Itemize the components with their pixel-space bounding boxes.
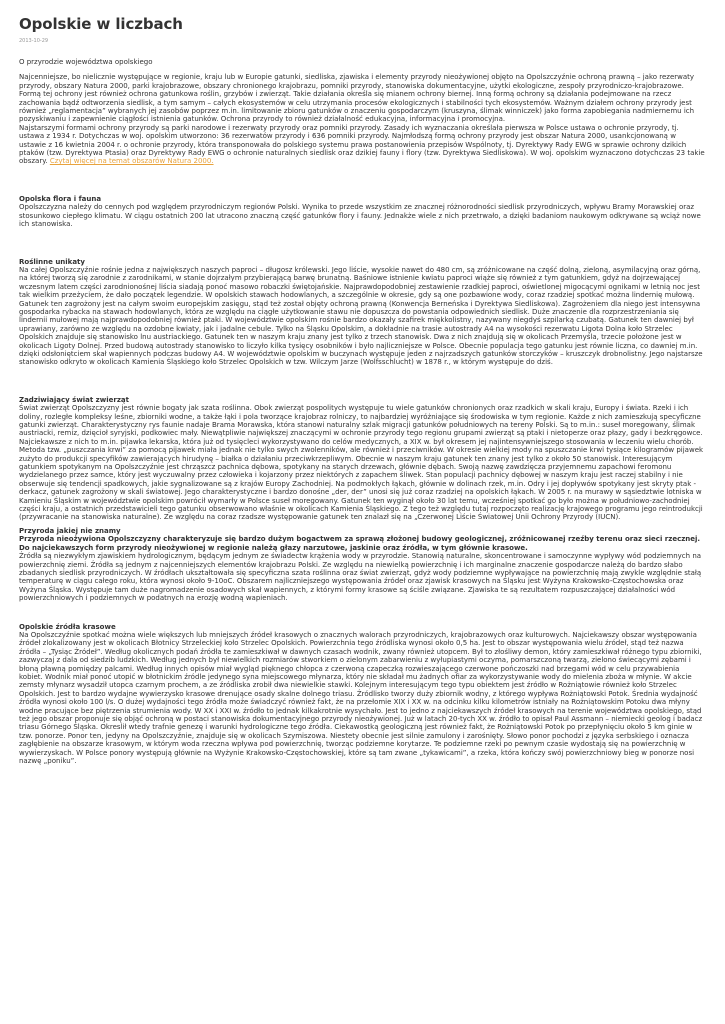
natura-2000-link[interactable]: Czytaj więcej na temat obszarów Natura 2000. bbox=[49, 157, 214, 166]
intro-text bbox=[19, 73, 705, 165]
section-plants-text: Na całej Opolszczyźnie rośnie jedna z największych naszych paproci – długosz królewski. Jego liście, wysokie nawet do 480 cm, są zróżnicowane na część dolną, zieloną, asymilacyjną oraz górną, na której tworzą się zarodnie z zarodnikami, w stanie dojrzałym przybierającą barwę brunatną. Baśniowe istnienie kwiatu paproci wiąże się również z tym gatunkiem, gdyż na dojrzewającej wczesnym latem części zarodnionośnej liścia siadają ponoć masowo robaczki świętojańskie. Najprawdopodobniej zestawienie rzadkiej paproci, oświetlonej migocącymi ognikami w letnią noc jest tak wielkim przeżyciem, że dało początek legendzie. W opolskich stawach hodowlanych, a szczególnie w okresie, gdy są one pozbawione wody, coraz rzadziej spotkać można lindernię mułową. Gatunek ten zagrożony jest na całym swoim europejskim zasięgu, stąd też został objęty ochroną prawną (Konwencja Berneńska i Dyrektywa Siedliskowa). Zagrożeniem dla niego jest intensywna gospodarka rybacka na stawach hodowlanych, która ze względu na ciągłe użytkowanie stawu nie dopuszcza do powstania odpowiednich siedlisk. Duże znaczenie dla rozprzestrzeniania się lindernii mułowej mają najprawdopodobniej również ptaki. W województwie opolskim rośnie bardzo okazały szafirek miękkolistny, nazywany niegdyś szpilarką czubatą. Gatunek ten dawniej był uprawiany, zarówno ze względu na ozdobne kwiaty, jak i jadalne cebule. Tylko na Śląsku Opolskim, a dokładnie na trasie autostrady A4 na wysokości rezerwatu Ligota Dolna koło Strzelec Opolskich znajduje się stanowisko lnu austriackiego. Gatunek ten w naszym kraju znany jest tylko z trzech stanowisk. Dwa z nich znajdują się w okolicach Przemyśla, trzecie położone jest w okolicach Ligoty Dolnej. Przed budową autostrady stanowisko to liczyło kilka tysięcy osobników i było najliczniejsze w Polsce. Obecnie populacja tego gatunku jest równie liczna, co dawniej m.in. dzięki odsłoniętciem skał wapiennych podczas budowy A4. W województwie opolskim w buczynach występuje jeden z najrzadszych gatunków storczyków – kruszczyk drobnolistny. Jego najstarsze stanowisko odkryto w okolicach Kamienia Śląskiego koło Strzelec Opolskich w tzw. Wilczym Jarze (Wolfsschlucht) w 1878 r., w którym występuje do dziś. bbox=[19, 265, 703, 367]
intro-paragraph-2: Najstarszymi formami ochrony przyrody są parki narodowe i rezerwaty przyrody oraz pomniki przyrody. Zasady ich wyznaczania określała pierwsza w Polsce ustawa o ochronie przyrody, tj. ustawa z 1934 r. Dotychczas w woj. opolskim utworzono: 36 rezerwatów przyrody i 636 pomniki przyrody. Najmłodszą formą ochrony przyrody jest obszar Natura 2000, usankcjonowaną w ustawie z 16 kwietnia 2004 r. o ochronie przyrody, która transponowała do polskiego systemu prawa postanowienia przepisów Wspólnoty, tj. Dyrektywy Rady EWG w sprawie ochrony dzikich ptaków (tzw. Dyrektywa Ptasia) oraz Dyrektywy Rady EWG o ochronie naturalnych siedlisk oraz dzikiej fauny i flory (tzw. Dyrektywa Siedliskowa). W woj. opolskim wyznaczono dotychczas 23 takie obszary. bbox=[19, 123, 705, 166]
article-title: Opolskie w liczbach bbox=[19, 15, 183, 33]
section-springs-title: Opolskie źródła krasowe bbox=[19, 622, 116, 631]
section-animals-title: Zadziwiający świat zwierząt bbox=[19, 395, 129, 404]
intro-paragraph-1: Najcenniejsze, bo nielicznie występujące w regionie, kraju lub w Europie gatunki, siedliska, zjawiska i elementy przyrody nieożywionej objęto na Opolszczyźnie ochroną prawną – jako rezerwaty przyrody, obszary Natura 2000, parki krajobrazowe, obszary chronionego krajobrazu, pomniki przyrody, stanowiska dokumentacyjne, użytki ekologiczne, zespoły przyrodniczo-krajobrazowe. Formą tej ochrony jest również ochrona gatunkowa roślin, grzybów i zwierząt. Takie działania określa się mianem ochrony biernej. Inną formą ochrony są działania podejmowane na rzecz zachowania bądź odtworzenia siedlisk, a tym samym – całych ekosystemów w celu utrzymania procesów ekologicznych i stabilności tych ekosystemów. Ważnym działem ochrony przyrody jest również „reglamentacja” wybranych jej zasobów poprzez m.in. limitowanie zbioru gatunków o znaczeniu gospodarczym (kruszyna, ślimak winniczek) jako forma zapobiegania nadmiernemu ich pozyskiwaniu i zapewnienie ciągłości istnienia gatunków. Ochrona przyrody to również działalność edukacyjna, informacyjna i promocyjna. bbox=[19, 73, 695, 124]
section-inanimate-text: Źródła są niezwykłym zjawiskiem hydrologicznym, będącym jednym ze świadectw krążenia wody w przyrodzie. Stanowią naturalne, skoncentrowane i samoczynne wypływy wód podziemnych na powierzchnię ziemi. Źródła są jednym z najcenniejszych elementów krajobrazu Polski. Ze względu na niewielką powierzchnię i ich marginalne znaczenie gospodarcze należą do bardzo słabo zbadanych siedlisk przyrodniczych. W źródłach ukształtowała się specyficzna szata roślinna oraz świat zwierząt, gdyż wody podziemne wypływające na powierzchnię mają zwykle względnie stałą temperaturę w ciągu całego roku, która wynosi około 9-10oC. Obszarem najliczniejszego występowania źródeł oraz zjawisk krasowych na Śląsku jest Wyżyna Krakowsko-Częstochowska oraz Wyżyna Śląska. Występuje tam duże nagromadzenie osadowych skał wapiennych, z którymi formy krasowe są ściśle związane. Zjawiska te są rezultatem rozpuszczającej działalności wód powierzchniowych i podziemnych w podatnych na erozję wodną wapieniach. bbox=[19, 552, 702, 603]
section-inanimate-title: Przyroda jakiej nie znamy bbox=[19, 526, 121, 535]
section-plants-title: Roślinne unikaty bbox=[19, 257, 85, 266]
section-flora-text: Opolszczyzna należy do cennych pod względem przyrodniczym regionów Polski. Wynika to przede wszystkim ze znacznej różnorodności siedlisk przyrodniczych, wpływu Bramy Morawskiej oraz stosunkowo ciepłego klimatu. W ciągu ostatnich 200 lat utracono znaczną część gatunków flory i fauny. Jednakże wiele z nich przetrwało, a dzięki badaniom naukowym odkrywane są wciąż nowe ich stanowiska. bbox=[19, 203, 701, 229]
section-springs-text: Na Opolszczyźnie spotkać można wiele większych lub mniejszych źródeł krasowych o znacznych walorach przyrodniczych, krajobrazowych oraz kulturowych. Najciekawszy obszar występowania źródeł zlokalizowany jest w okolicach Błotnicy Strzeleckiej koło Strzelec Opolskich. Powierzchnia tego źródliska wynosi około 0,5 ha. Jest to obszar występowania wielu źródeł, stąd też nazwa źródła – „Tysiąc Źródeł”. Według okolicznych podań źródła te zamieszkiwał w dawnych czasach wodnik, zwany również utopcem. Był to złośliwy demon, który zamieszkiwał różnego typu zbiorniki, zazwyczaj z dala od siedzib ludzkich. Według jednych był niewielkich rozmiarów stworkiem o zielonym zabarwieniu z wyłupiastymi oczyma, pomarszczoną twarzą, zielono świecącymi zębami i błoną pławną pomiędzy palcami. Według innych opisów miał wygląd pięknego chłopca z czerwoną czapeczką rozwieszającego czerwone pończoszki nad brzegami wód w celu przywabienia kobiet. Wodnik miał ponoć utopić w błotnickim źródle jedynego syna miejscowego młynarza, który nie składał mu żadnych ofiar za wykorzystywanie wody do mielenia zboża w młynie. W akcie zemsty młynarz wysadził utopca czarnym prochem, a ze źródliska zrobił dwa niewielkie stawki. Kolejnym interesującym tego typu obiektem jest źródło w Rożniątowie również koło Strzelec Opolskich. Jest to bardzo wydajne wywierzysko krasowe drenujące osady skalne dolnego triasu. Źródlisko tworzy duży zbiornik wodny, z którego wypływa Rożniątowski Potok. Średnia wydajność źródła wynosi około 100 l/s. O dużej wydajności tego źródła może świadczyć również fakt, że na przełomie XIX i XX w. na odcinku kilku kilometrów istniały na Rożniątowskim Potoku dwa młyny wodne pracujące bez piętrzenia strumienia wody. W XX i XXI w. źródło to jednak kilkakrotnie wysychało. Jest to jedno z najciekawszych źródeł krasowych na terenie województwa opolskiego, stąd też jego obszar proponuje się objąć ochroną w postaci stanowiska dokumentacyjnego przyrody nieożywionej. Już w latach 20-tych XX w. źródło to opisał Paul Assmann – niemiecki geolog i badacz triasu Górnego Śląska. Okreslił wtedy trafnie genezę i warunki hydrologiczne tego źródła. Ciekawostką geologiczną jest również fakt, że Rożniątowski Potok po przepłynięciu około 5 km ginie w tzw. ponorze. Ponor ten, jedyny na Opolszczyźnie, znajduje się w okolicach Szymiszowa. Niestety obecnie jest silnie zamulony i zarośnięty. Słowo ponor pochodzi z języka serbskiego i oznacza zagłębienie na obszarze krasowym, w którym woda rzeczna wpływa pod powierzchnię, tworząc podziemne korytarze. Te podziemne rzeki po pewnym czasie wydostają się na powierzchnię w wywierzyskach. W Polsce ponory występują głównie na Wyżynie Krakowsko-Częstochowskiej, które są tam zwane „tykawicami”, a rzeka, która kończy swój powierzchniowy bieg w ponorze nosi nazwę „poniku”. bbox=[19, 630, 703, 766]
article-date: 2013-10-29 bbox=[19, 38, 49, 44]
section-animals-text: Świat zwierząt Opolszczyzny jest równie bogaty jak szata roślinna. Obok zwierząt pospolitych występuje tu wiele gatunków chronionych oraz rzadkich w skali kraju, Europy i świata. Rzeki i ich doliny, rozległe kompleksy leśne, zbiorniki wodne, a także łąki i pola tworzące krajobraz rolniczy, to najbardziej wyróżniające się środowiska w tym regionie. Każde z nich zamieszkują specyficzne gatunki zwierząt. Charakterystyczny rys faunie nadaje Brama Morawska, która stanowi naturalny szlak migracji gatunków południowych na tereny Polski. Są to m.in.: suseł moregowany, ślimak austriacki, remiz, dzięcioł syryjski, podkowiec mały. Niewątpliwie największej znaczącymi w ochronie przyrody tego regionu grupami zwierząt są ptaki i nietoperze oraz płazy, gady i bezkręgowce. Najciekawsze z nich to m.in. pijawka lekarska, która już od tysięcleci wykorzystywano do celów medycznych, a XIX w. był okresem jej najintensywniejszego stosowania w leczeniu wielu chorób. Metoda tzw. „puszczania krwi” za pomocą pijawek miała jednak nie tylko swych zwolenników, ale również i przeciwników. W okresie wielkiej mody na spuszczanie krwi tysiące kilogramów pijawek zużyto do produkcji specyfików zawierających hirudynę – białka o działaniu przeciwkrzepliwym. Obecnie w naszym kraju gatunek ten znany jest tylko z około 50 stanowisk. Interesującym gatunkiem spotykanym na Opolszczyźnie jest chrząszcz pachnica dębowa, spotykany na starych drzewach, głównie dębach. Swoją nazwę zawdzięcza przyjemnemu zapachowi feromonu wydzielanego przez samce, który jest wyczuwalny przez człowieka i kojarzony przez niektórych z zapachem śliwek. Stan populacji pachnicy dębowej w naszym kraju jest raczej stabilny i nie obserwuje się tendencji spadkowych, jakie sygnalizowane są z krajów Europy Zachodniej. Na podmokłych łąkach, głównie w dolinach rzek, m.in. Odry i jej dopływów spotykany jest skryty ptak - derkacz, gatunek zagrożony w skali światowej. Jego charakterystyczne i bardzo donośne „der, der” unosi się już coraz rzadziej na opolskich łąkach. W 2005 r. na murawy w sąsiedztwie lotniska w Kamieniu Śląskim w województwie opolskim powrócił wymarły w Polsce suseł moregowany. Gatunek ten wyginął około 30 lat temu, wcześniej spotkać go było można w południowo-zachodniej części kraju, a ostatnich przedstawicieli tego gatunku obserwowano właśnie w okolicach Kamienia Śląskiego. Z tego też względu tutaj rozpoczęto realizację krajowego programu jego reintrodukcji (przywracanie na stanowiska naturalne). Ze względu na coraz rzadsze występowanie gatunek ten znalazł się na „Czerwonej Liście Światowej Unii Ochrony Przyrody (IUCN). bbox=[19, 404, 704, 522]
section-flora-title: Opolska flora i fauna bbox=[19, 194, 102, 203]
intro-title: O przyrodzie województwa opolskiego bbox=[19, 58, 153, 66]
section-inanimate-lead: Przyroda nieożywiona Opolszczyzny charakteryzuje się bardzo dużym bogactwem za sprawą złożonej budowy geologicznej, zróżnicowanej rzeźby terenu oraz sieci rzecznej. Do najciekawszych form przyrody nieożywionej w regionie należą głazy narzutowe, jaskinie oraz źródła, w tym głównie krasowe. bbox=[19, 535, 701, 552]
